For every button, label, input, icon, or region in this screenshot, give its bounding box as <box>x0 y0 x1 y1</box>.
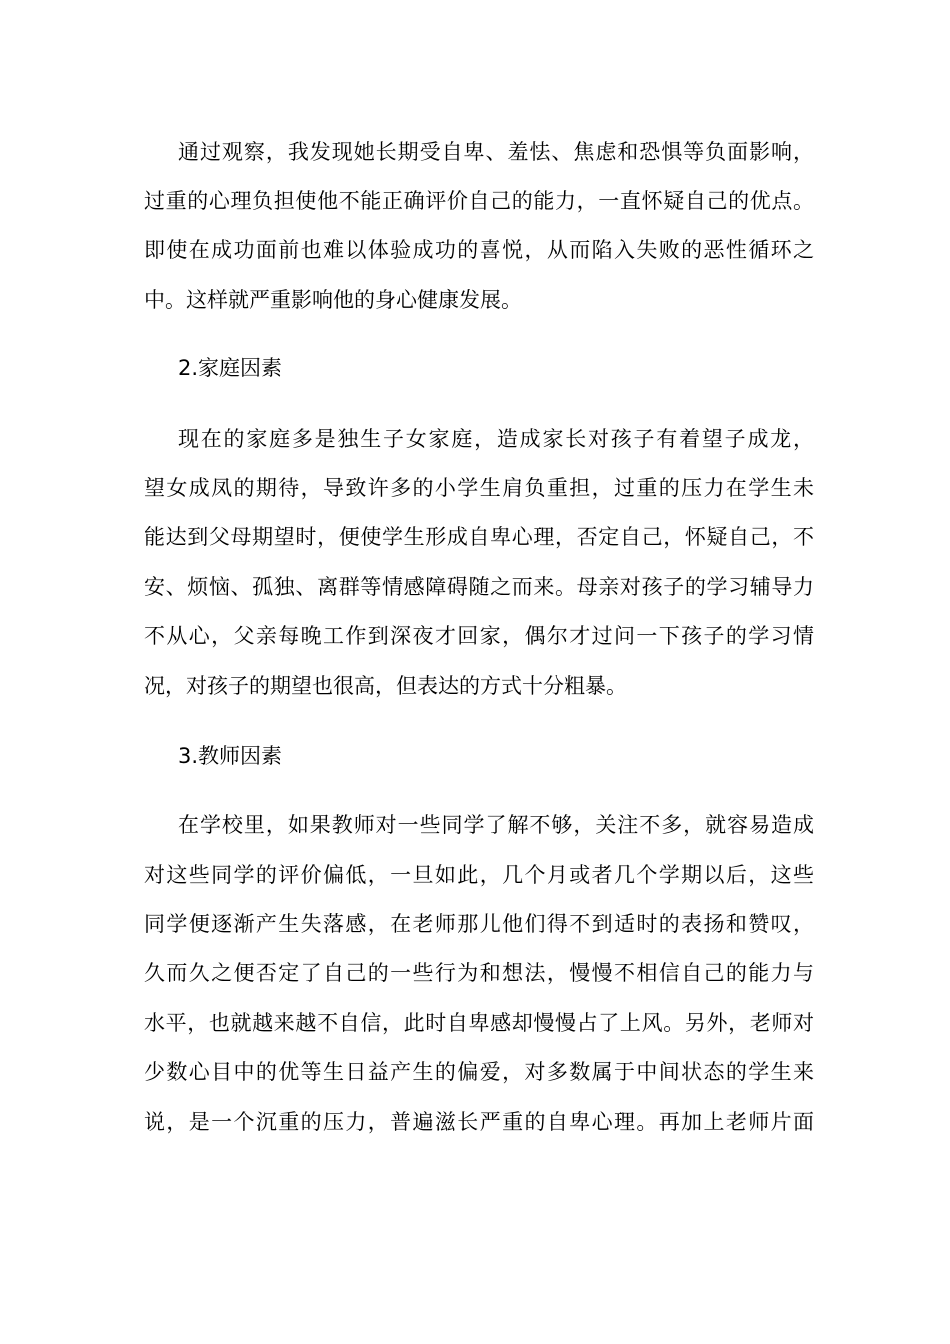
paragraph-1-line-4: 中。这样就严重影响他的身心健康发展。 <box>144 288 522 312</box>
paragraph-3-line-5: 水平，也就越来越不自信，此时自卑感却慢慢占了上风。另外，老师对 <box>144 1011 814 1035</box>
section-heading-teacher: 3.教师因素 <box>178 744 283 768</box>
paragraph-1-line-3: 即使在成功面前也难以体验成功的喜悦，从而陷入失败的恶性循环之 <box>144 238 814 262</box>
paragraph-1-line-2: 过重的心理负担使他不能正确评价自己的能力，一直怀疑自己的优点。 <box>144 189 814 213</box>
paragraph-2-line-3: 能达到父母期望时，便使学生形成自卑心理，否定自己，怀疑自己，不 <box>144 525 814 549</box>
section-heading-family: 2.家庭因素 <box>178 356 283 380</box>
paragraph-2-line-4: 安、烦恼、孤独、离群等情感障碍随之而来。母亲对孩子的学习辅导力 <box>144 575 814 599</box>
paragraph-3-line-3: 同学便逐渐产生失落感，在老师那儿他们得不到适时的表扬和赞叹， <box>144 912 814 936</box>
paragraph-3-line-4: 久而久之便否定了自己的一些行为和想法，慢慢不相信自己的能力与 <box>144 961 814 985</box>
paragraph-1-line-1: 通过观察，我发现她长期受自卑、羞怯、焦虑和恐惧等负面影响， <box>178 140 814 164</box>
paragraph-3-line-2: 对这些同学的评价偏低，一旦如此，几个月或者几个学期以后，这些 <box>144 863 814 887</box>
paragraph-3-line-1: 在学校里，如果教师对一些同学了解不够，关注不多，就容易造成 <box>178 813 814 837</box>
paragraph-2-line-1: 现在的家庭多是独生子女家庭，造成家长对孩子有着望子成龙， <box>178 427 814 451</box>
paragraph-2-line-6: 况，对孩子的期望也很高，但表达的方式十分粗暴。 <box>144 674 627 698</box>
paragraph-3-line-6: 少数心目中的优等生日益产生的偏爱，对多数属于中间状态的学生来 <box>144 1060 814 1084</box>
paragraph-2-line-2: 望女成凤的期待，导致许多的小学生肩负重担，过重的压力在学生未 <box>144 476 814 500</box>
paragraph-3-line-7: 说，是一个沉重的压力，普遍滋长严重的自卑心理。再加上老师片面 <box>144 1110 814 1134</box>
paragraph-2-line-5: 不从心，父亲每晚工作到深夜才回家，偶尔才过问一下孩子的学习情 <box>144 624 814 648</box>
